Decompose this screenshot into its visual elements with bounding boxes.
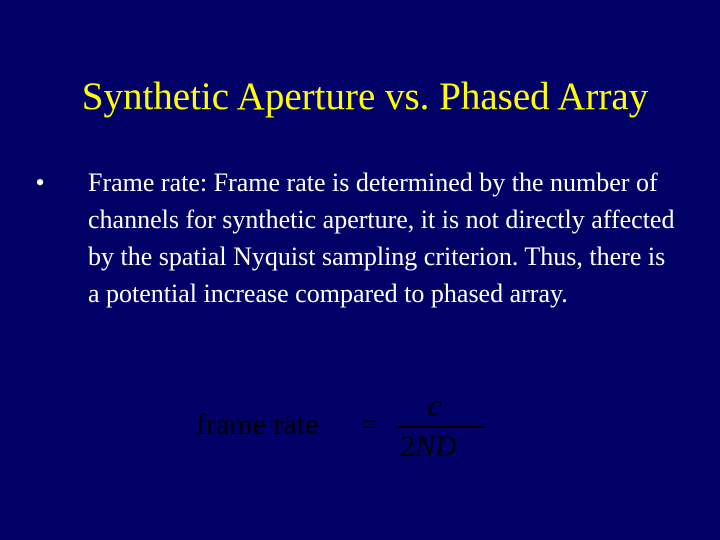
denominator-variables: ND (415, 430, 457, 463)
fraction-bar (398, 426, 484, 428)
bullet-list (30, 164, 690, 312)
slide-title: Synthetic Aperture vs. Phased Array (81, 75, 649, 118)
formula-lhs: frame rate (196, 408, 319, 441)
bullet-item (30, 164, 690, 312)
bullet-dot-icon: • (35, 168, 45, 197)
bullet-text: Frame rate: Frame rate is determined by the number of channels for synthetic aperture, it is not directly affected by the spatial Nyquist sampling criterion. Thus, there is a potential increase compared to phased array. (88, 168, 675, 308)
formula-numerator: c (428, 387, 443, 423)
denominator-coefficient: 2 (400, 430, 415, 463)
formula-denominator (400, 430, 457, 464)
formula-equals: = (361, 408, 378, 441)
